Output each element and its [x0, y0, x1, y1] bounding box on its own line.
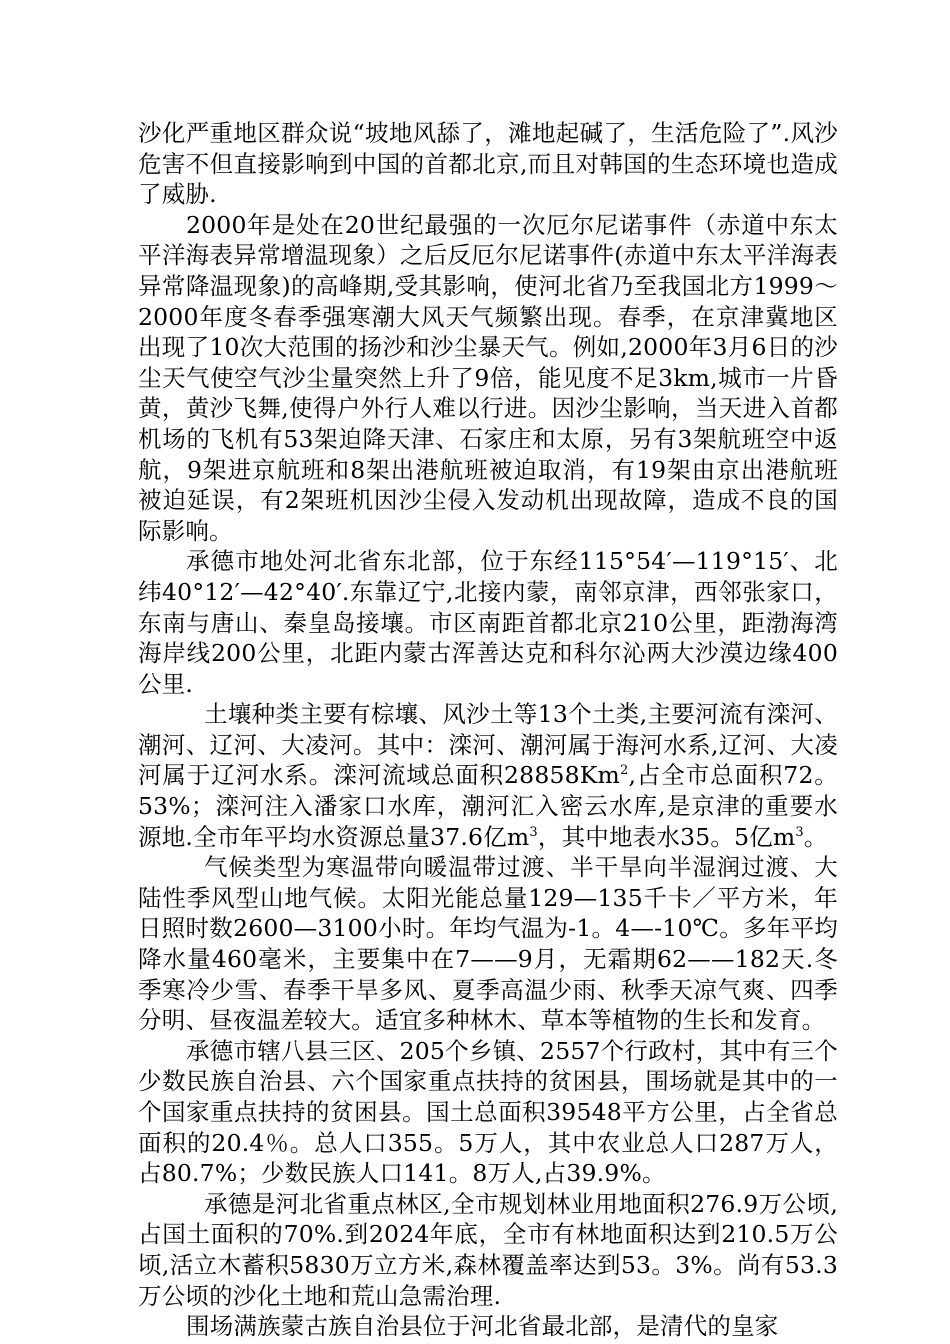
paragraph-3: 承德市地处河北省东北部，位于东经115°54′—119°15′、北纬40°12′—42°40′.东靠辽宁,北接内蒙，南邻京津，西邻张家口，东南与唐山、秦皇岛接壤。市区南距首都北京210公里，距渤海湾海岸线200公里，北距内蒙古浑善达克和科尔沁两大沙漠边缘400公里.	[138, 547, 838, 698]
paragraph-4	[138, 699, 838, 852]
paragraph-5: 气候类型为寒温带向暖温带过渡、半干旱向半湿润过渡、大陆性季风型山地气候。太阳光能总量129—135千卡／平方米，年日照时数2600—3100小时。年均气温为-1。4—-10℃。多年平均降水量460毫米，主要集中在7——9月，无霜期62——182天.冬季寒冷少雪、春季干旱多风、夏季高温少雨、秋季天凉气爽、四季分明、昼夜温差较大。适宜多种林木、草本等植物的生长和发育。	[138, 853, 838, 1035]
document-body	[138, 118, 838, 1342]
superscript-2: 2	[620, 763, 629, 779]
superscript-3b: 3	[795, 824, 804, 840]
paragraph-4-text-b: ,占全市总面积72。53%；滦河注入潘家口水库，潮河汇入密云水库,是京津的重要水源地.全市年平均水资源总量37.6亿m	[138, 761, 839, 851]
superscript-3: 3	[529, 824, 538, 840]
paragraph-7: 承德是河北省重点林区,全市规划林业用地面积276.9万公顷,占国土面积的70%.到2024年底，全市有林地面积达到210.5万公顷,活立木蓄积5830万立方米,森林覆盖率达到53。3%。尚有53.3万公顷的沙化土地和荒山急需治理.	[138, 1189, 838, 1310]
paragraph-6: 承德市辖八县三区、205个乡镇、2557个行政村，其中有三个少数民族自治县、六个国家重点扶持的贫困县，围场就是其中的一个国家重点扶持的贫困县。国土总面积39548平方公里，占全省总面积的20.4％。总人口355。5万人，其中农业总人口287万人，占80.7%；少数民族人口141。8万人,占39.9%。	[138, 1036, 838, 1188]
paragraph-2: 2000年是处在20世纪最强的一次厄尔尼诺事件（赤道中东太平洋海表异常增温现象）之后反厄尔尼诺事件(赤道中东太平洋海表异常降温现象)的高峰期,受其影响，使河北省乃至我国北方1999～2000年度冬春季强寒潮大风天气频繁出现。春季，在京津冀地区出现了10次大范围的扬沙和沙尘暴天气。例如,2000年3月6日的沙尘天气使空气沙尘量突然上升了9倍，能见度不足3km,城市一片昏黄，黄沙飞舞,使得户外行人难以行进。因沙尘影响，当天进入首都机场的飞机有53架迫降天津、石家庄和太原，另有3架航班空中返航，9架进京航班和8架出港航班被迫取消，有19架由京出港航班被迫延误，有2架班机因沙尘侵入发动机出现故障，造成不良的国际影响。	[138, 210, 838, 545]
paragraph-1: 沙化严重地区群众说“坡地风舔了，滩地起碱了，生活危险了”.风沙危害不但直接影响到中国的首都北京,而且对韩国的生态环境也造成了威胁.	[138, 119, 838, 209]
paragraph-4-text-c: ，其中地表水35。5亿m	[537, 822, 796, 851]
paragraph-4-text-d: 。	[803, 822, 828, 851]
paragraph-8: 围场满族蒙古族自治县位于河北省最北部，是清代的皇家	[186, 1312, 779, 1341]
paragraph-4-text-a: 土壤种类主要有棕壤、风沙土等13个土类,主要河流有滦河、潮河、辽河、大凌河。其中：滦河、潮河属于海河水系,辽河、大凌河属于辽河水系。滦河流域总面积28858Km	[138, 700, 838, 790]
